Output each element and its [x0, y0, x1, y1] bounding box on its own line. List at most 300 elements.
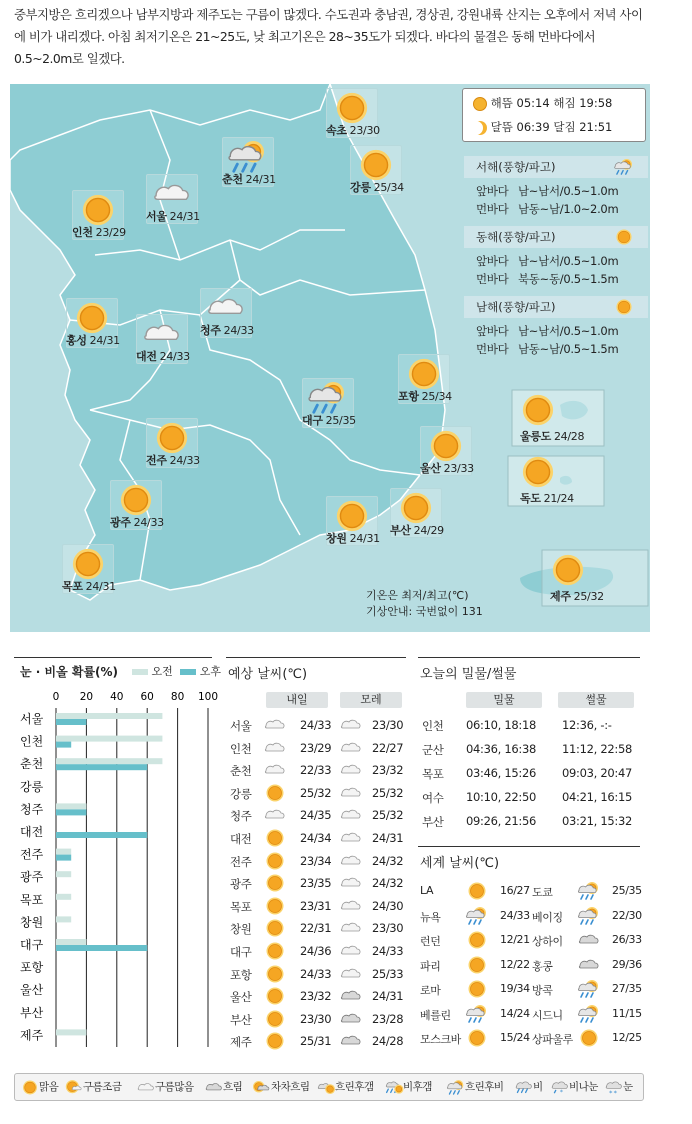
city-name: 인천 [72, 226, 93, 239]
forecast-temp-dayafter: 24/31 [372, 831, 404, 845]
sea-far-value: 남동~남/1.0~2.0m [518, 202, 619, 216]
world-temp: 19/34 [500, 982, 530, 995]
city-temp: 24/33 [169, 454, 200, 467]
prob-category-label: 포항 [20, 960, 44, 975]
prob-category-label: 대구 [20, 938, 44, 952]
world-row [420, 1029, 538, 1051]
cloud-icon [340, 784, 362, 802]
legend-label: 구름조금 [83, 1081, 122, 1093]
city-weather-icon [228, 141, 268, 175]
pm-swatch [180, 669, 196, 675]
legend-label: 흐림 [223, 1081, 243, 1093]
city-weather-icon [78, 194, 118, 228]
legend-label: 비 [533, 1081, 543, 1093]
sunrise-label: 해뜸 [490, 96, 513, 110]
prob-tick-label: 40 [110, 691, 124, 703]
sea-title: 서해(풍향/파고) [476, 160, 556, 174]
city-marker [136, 314, 286, 374]
city-name: 창원 [326, 532, 347, 545]
sea-far-label: 먼바다 [476, 272, 509, 286]
city-weather-icon [518, 456, 558, 490]
tide-high: 10:10, 22:50 [466, 790, 536, 804]
cloud-icon [264, 761, 286, 779]
sea-header [464, 226, 648, 248]
legend-item [21, 1079, 58, 1095]
forecast-icon-tomorrow [264, 806, 286, 824]
world-row [532, 1029, 650, 1051]
city-temp: 24/31 [245, 173, 276, 186]
city-weather-icon [356, 149, 396, 183]
world-temp: 12/22 [500, 957, 530, 971]
city-label [110, 514, 164, 530]
prob-legend [132, 663, 221, 679]
forecast-icon-tomorrow [264, 784, 286, 802]
world-row [420, 882, 538, 904]
world-icon [578, 907, 600, 925]
sun-icon [518, 394, 558, 426]
sun-icon [426, 430, 466, 462]
sun-icon [264, 852, 286, 870]
world-city: 도쿄 [532, 886, 553, 899]
sun-icon [264, 1010, 286, 1028]
forecast-icon-dayafter [340, 919, 362, 937]
world-city: 방콕 [532, 984, 553, 997]
sea-icon [614, 159, 634, 175]
forecast-temp-tomorrow: 23/31 [300, 898, 332, 913]
world-city: 파리 [420, 959, 441, 973]
world-row [420, 1005, 538, 1027]
city-name: 속초 [326, 124, 347, 137]
tide-col-high: 밀물 [466, 692, 542, 708]
sun-icon [264, 1032, 286, 1050]
sun-icon [264, 897, 286, 915]
city-marker [110, 480, 260, 540]
forecast-temp-tomorrow: 25/32 [300, 785, 332, 800]
prob-bar-pm [56, 832, 147, 838]
forecast-temp-dayafter: 25/32 [372, 785, 404, 800]
world-icon [578, 882, 600, 900]
prob-bar-am [56, 871, 71, 877]
forecast-city: 강릉 [230, 786, 252, 801]
world-icon [466, 1029, 488, 1047]
sun-icon [264, 942, 286, 960]
sea-near-row [476, 253, 618, 269]
tide-city: 목포 [422, 767, 444, 781]
forecast-icon-tomorrow [264, 874, 286, 892]
city-label [420, 460, 474, 476]
city-name: 홍성 [66, 334, 87, 347]
sunset-time: 19:58 [579, 96, 613, 110]
legend-icon [21, 1081, 39, 1093]
forecast-row [228, 1032, 408, 1054]
city-temp: 23/33 [443, 462, 474, 475]
sea-near-value: 남~남서/0.5~1.0m [518, 184, 619, 198]
world-city: LA [420, 884, 434, 897]
prob-top-rule [14, 657, 212, 658]
city-name: 춘천 [222, 173, 243, 186]
forecast-row [228, 829, 408, 851]
city-temp: 25/34 [421, 390, 452, 403]
cloud-dark-icon [578, 956, 600, 974]
forecast-city: 청주 [230, 809, 252, 824]
sea-icon [614, 229, 634, 245]
legend-icon [551, 1081, 569, 1096]
legend-item [515, 1079, 543, 1095]
forecast-temp-tomorrow: 24/34 [300, 831, 332, 845]
forecast-temp-tomorrow: 23/29 [300, 740, 332, 755]
forecast-temp-dayafter: 23/30 [372, 718, 404, 732]
moonrise-row [473, 119, 612, 135]
forecast-city: 춘천 [230, 764, 252, 779]
tide-low: 04:21, 16:15 [562, 790, 632, 804]
sunrise-row [473, 95, 612, 111]
forecast-icon-dayafter [340, 806, 362, 824]
sun-icon [548, 554, 588, 586]
city-weather-icon [548, 554, 588, 588]
forecast-row [228, 739, 408, 761]
sun-icon [466, 980, 488, 998]
forecast-top-rule [226, 657, 406, 658]
forecast-temp-dayafter: 24/32 [372, 876, 404, 891]
forecast-temp-tomorrow: 23/30 [300, 1011, 332, 1026]
sea-near-row [476, 183, 618, 199]
sun-icon [332, 92, 372, 124]
svg-text:*: * [560, 1089, 563, 1096]
world-row [532, 907, 650, 929]
forecast-row [228, 942, 408, 964]
world-temp: 22/30 [612, 908, 642, 922]
forecast-icon-tomorrow [264, 965, 286, 983]
cloud-rain-icon [308, 382, 348, 414]
forecast-title: 예상 날씨(℃) [228, 667, 308, 682]
forecast-icon-dayafter [340, 852, 362, 870]
moonset-label: 달짐 [553, 120, 576, 134]
forecast-temp-tomorrow: 24/33 [300, 718, 332, 732]
legend-label: 맑음 [39, 1081, 59, 1093]
legend-icon [447, 1081, 465, 1093]
sea-far-value: 남동~남/0.5~1.5m [518, 342, 619, 356]
sun-icon [332, 500, 372, 532]
city-label [66, 332, 120, 348]
world-temp: 25/35 [612, 884, 642, 897]
world-icon [578, 931, 600, 949]
sea-title: 동해(풍향/파고) [476, 230, 556, 244]
rain-icon [515, 1080, 533, 1095]
forecast-temp-dayafter: 22/27 [372, 740, 404, 755]
forecast-row [228, 784, 408, 806]
prob-bar-am [56, 736, 162, 742]
prob-category-label: 전주 [20, 847, 44, 862]
rain-sun-icon [385, 1080, 403, 1095]
world-icon [578, 1005, 600, 1023]
cloud-rain-icon [466, 1005, 488, 1023]
tide-city: 인천 [422, 719, 444, 733]
legend-icon [253, 1081, 271, 1093]
world-row [532, 1005, 650, 1027]
city-temp: 24/33 [133, 516, 164, 529]
prob-category-label: 인천 [20, 734, 44, 749]
legend-label: 흐린후갬 [335, 1081, 374, 1093]
city-name: 전주 [146, 454, 167, 467]
forecast-temp-dayafter: 23/32 [372, 763, 404, 778]
world-row [420, 907, 538, 929]
forecast-temp-tomorrow: 24/36 [300, 944, 332, 958]
legend-label: 흐린후비 [465, 1081, 504, 1093]
city-name: 강릉 [350, 181, 371, 194]
world-temp: 29/36 [612, 957, 642, 971]
city-name: 제주 [550, 590, 571, 603]
prob-bar-am [56, 1029, 86, 1035]
forecast-temp-tomorrow: 22/31 [300, 921, 332, 936]
forecast-icon-dayafter [340, 716, 362, 734]
forecast-icon-tomorrow [264, 739, 286, 757]
sun-icon [152, 422, 192, 454]
cloud-rain-icon [614, 159, 634, 175]
world-icon [466, 931, 488, 949]
city-marker [326, 496, 476, 556]
forecast-temp-dayafter: 24/28 [372, 1034, 404, 1049]
world-city: 모스크바 [420, 1033, 461, 1046]
prob-category-label: 부산 [20, 1005, 44, 1020]
city-weather-icon [308, 382, 348, 416]
world-row [532, 931, 650, 953]
prob-category-label: 울산 [20, 983, 44, 998]
legend-item [137, 1079, 194, 1095]
legend-bar [14, 1073, 644, 1101]
city-name: 울릉도 [520, 430, 551, 443]
prob-category-label: 창원 [20, 915, 44, 930]
city-weather-icon [426, 430, 466, 464]
world-city: 베를린 [420, 1008, 451, 1022]
city-weather-icon [332, 500, 372, 534]
forecast-icon-tomorrow [264, 852, 286, 870]
moonrise-label: 달뜸 [490, 120, 513, 134]
city-weather-icon [142, 318, 182, 352]
sea-near-label: 앞바다 [476, 184, 509, 198]
forecast-icon-tomorrow [264, 716, 286, 734]
legend-icon [605, 1081, 623, 1097]
forecast-city: 서울 [230, 719, 252, 733]
prob-title: 눈 · 비올 확률(%) [20, 665, 119, 679]
world-icon [578, 980, 600, 998]
city-temp: 24/31 [89, 334, 120, 347]
world-city: 홍콩 [532, 959, 553, 973]
sea-far-label: 먼바다 [476, 202, 509, 216]
sea-near-label: 앞바다 [476, 324, 509, 338]
forecast-icon-tomorrow [264, 919, 286, 937]
forecast-col-tomorrow: 내일 [266, 692, 328, 708]
sun-icon [72, 302, 112, 334]
cloud-icon [340, 942, 362, 960]
tide-row [420, 742, 650, 764]
prob-bar-pm [56, 764, 147, 770]
forecast-icon-tomorrow [264, 829, 286, 847]
cloud-dark-icon [578, 931, 600, 949]
prob-bar-pm [56, 855, 71, 861]
prob-bar-am [56, 758, 162, 764]
sun-icon [78, 194, 118, 226]
forecast-icon-dayafter [340, 987, 362, 1005]
pm-label: 오후 [199, 665, 222, 678]
cloud-icon [340, 897, 362, 915]
forecast-city: 목포 [230, 899, 252, 914]
cloud-icon [340, 965, 362, 983]
legend-label: 차차흐림 [271, 1081, 310, 1093]
forecast-city: 대전 [230, 832, 252, 846]
prob-tick-label: 80 [170, 691, 185, 703]
tide-low: 11:12, 22:58 [562, 742, 632, 756]
cloud-rain-icon [578, 980, 600, 998]
legend-item [605, 1079, 633, 1095]
forecast-row [228, 919, 408, 941]
sun-icon [21, 1080, 39, 1095]
legend-item [385, 1079, 432, 1095]
forecast-icon-dayafter [340, 897, 362, 915]
prob-bar-am [56, 894, 71, 900]
forecast-icon-tomorrow [264, 897, 286, 915]
sea-far-row [476, 341, 618, 357]
forecast-icon-tomorrow [264, 1010, 286, 1028]
world-temp: 14/24 [500, 1006, 530, 1020]
sun-icon [116, 484, 156, 516]
forecast-row [228, 897, 408, 919]
legend-icon [385, 1081, 403, 1093]
forecast-city: 부산 [230, 1012, 252, 1027]
sun-icon [614, 299, 634, 315]
cloud-rain-icon [578, 882, 600, 900]
world-top-rule [418, 846, 640, 847]
sunrise-time: 05:14 [516, 96, 550, 110]
prob-chart [14, 688, 219, 1058]
sea-near-value: 남~남서/0.5~1.0m [518, 324, 619, 338]
forecast-temp-dayafter: 24/31 [372, 989, 404, 1004]
cloud-rain-icon [447, 1080, 465, 1095]
prob-category-label: 광주 [20, 870, 44, 885]
prob-tick-label: 20 [79, 691, 94, 703]
tide-city: 여수 [422, 791, 444, 805]
cloud-icon [137, 1080, 155, 1095]
world-icon [466, 980, 488, 998]
forecast-temp-tomorrow: 22/33 [300, 763, 332, 778]
tide-low: 12:36, -:- [562, 718, 612, 732]
world-row [420, 931, 538, 953]
prob-category-label: 서울 [20, 712, 44, 726]
prob-tick-label: 0 [52, 691, 60, 703]
city-name: 포항 [398, 390, 419, 403]
forecast-row [228, 806, 408, 828]
forecast-temp-dayafter: 23/28 [372, 1011, 404, 1026]
world-icon [466, 907, 488, 925]
forecast-icon-dayafter [340, 829, 362, 847]
sea-far-label: 먼바다 [476, 342, 509, 356]
prob-bar-am [56, 713, 162, 719]
city-weather-icon [332, 92, 372, 126]
prob-category-label: 춘천 [20, 757, 44, 772]
tide-col-low: 썰물 [558, 692, 634, 708]
city-label [326, 530, 380, 546]
moonrise-time: 06:39 [516, 120, 550, 134]
city-temp: 24/31 [169, 210, 200, 223]
forecast-icon-dayafter [340, 1032, 362, 1050]
cloud-icon [340, 829, 362, 847]
sun-icon [264, 987, 286, 1005]
legend-icon [317, 1081, 335, 1093]
city-weather-icon [152, 422, 192, 456]
rain-snow-icon [551, 1080, 569, 1095]
cloud-icon [264, 739, 286, 757]
cloud-icon [340, 716, 362, 734]
city-temp: 24/28 [553, 430, 585, 443]
world-icon [466, 1005, 488, 1023]
world-title: 세계 날씨(℃) [420, 856, 500, 871]
city-label [302, 412, 356, 428]
city-label [146, 452, 200, 468]
legend-icon [65, 1081, 83, 1093]
sun-moon-box [462, 88, 646, 142]
tide-high: 03:46, 15:26 [466, 766, 536, 780]
sun-icon [614, 229, 634, 245]
prob-category-label: 목포 [20, 892, 44, 907]
cloud-icon [340, 852, 362, 870]
city-temp: 25/32 [573, 590, 604, 603]
world-city: 상하이 [532, 935, 563, 948]
city-name: 청주 [200, 324, 221, 337]
forecast-row [228, 987, 408, 1009]
forecast-city: 울산 [230, 990, 252, 1005]
city-temp: 24/31 [85, 580, 116, 593]
city-temp: 23/30 [349, 124, 380, 137]
sea-title: 남해(풍향/파고) [476, 300, 556, 314]
city-marker [72, 190, 222, 250]
city-temp: 24/29 [413, 524, 444, 537]
prob-tick-label: 100 [197, 691, 219, 703]
forecast-icon-tomorrow [264, 761, 286, 779]
forecast-city: 전주 [230, 854, 252, 869]
prob-bar-am [56, 916, 71, 922]
city-name: 대구 [302, 414, 323, 427]
cloud-icon [340, 806, 362, 824]
forecast-temp-dayafter: 24/32 [372, 853, 404, 868]
world-city: 런던 [420, 935, 441, 948]
city-name: 서울 [146, 210, 167, 223]
forecast-icon-tomorrow [264, 987, 286, 1005]
forecast-icon-tomorrow [264, 942, 286, 960]
world-city: 뉴욕 [420, 910, 441, 924]
cloud-icon [340, 874, 362, 892]
cloud-rain-icon [228, 141, 268, 173]
tide-city: 부산 [422, 815, 444, 829]
sun-icon [264, 874, 286, 892]
sea-header [464, 296, 648, 318]
world-temp: 12/21 [500, 933, 530, 946]
tide-city: 군산 [422, 743, 444, 757]
sun-icon [356, 149, 396, 181]
forecast-row [228, 874, 408, 896]
prob-tick-label: 60 [140, 691, 154, 703]
world-row [420, 980, 538, 1002]
forecast-city: 대구 [230, 945, 252, 959]
cloud-icon [142, 318, 182, 350]
sun-icon [466, 931, 488, 949]
forecast-temp-tomorrow: 24/35 [300, 808, 332, 823]
cloud-sun-icon [317, 1080, 335, 1095]
world-city: 시드니 [532, 1008, 563, 1022]
world-icon [578, 956, 600, 974]
tide-row [420, 718, 650, 740]
cloud-icon [340, 919, 362, 937]
forecast-city: 인천 [230, 741, 252, 756]
sea-far-row [476, 201, 618, 217]
